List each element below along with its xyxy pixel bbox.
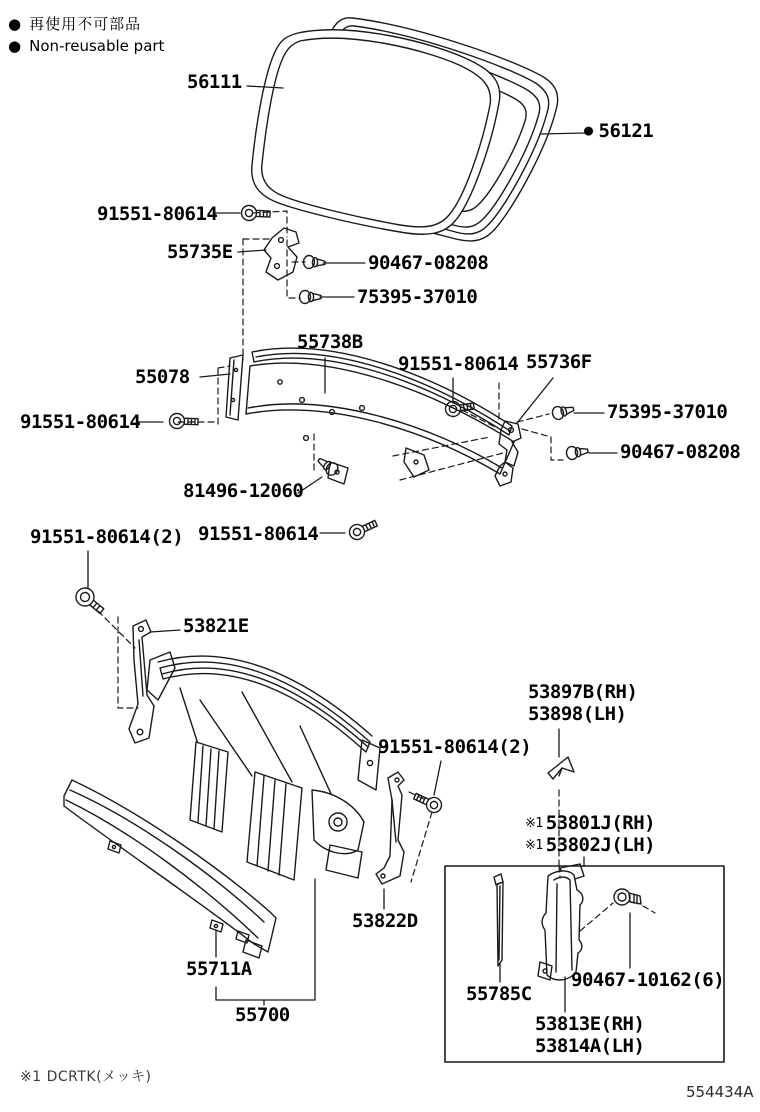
non-reusable-bullet-icon: ●: [8, 15, 22, 33]
part-label-55785c: 55785C: [466, 983, 532, 1005]
bracket-53822d-drawing: [376, 772, 404, 884]
panel-53813e-drawing: [538, 864, 584, 980]
bracket-55735e-drawing: [264, 228, 299, 280]
footnote-marker: ※1: [525, 816, 543, 831]
part-label-90467-10162: 90467-10162(6): [571, 969, 725, 991]
part-label-91551-80614-d: 91551-80614(2): [30, 526, 184, 548]
part-label-55078: 55078: [135, 366, 190, 388]
windshield-glass-drawing: [252, 30, 500, 234]
part-label-55711a: 55711A: [186, 958, 252, 980]
part-label-91551-80614-e: 91551-80614: [198, 523, 319, 545]
grommet-90467-10162-drawing: [614, 889, 641, 905]
bracket-53821e-drawing: [129, 620, 154, 743]
part-label-53821e: 53821E: [183, 615, 249, 637]
legend-row-jp: [8, 13, 164, 35]
part-label-91551-80614-a: 91551-80614: [97, 203, 218, 225]
non-reusable-bullet-icon: ●: [584, 121, 593, 139]
part-label-53897b: 53897B(RH): [528, 681, 638, 703]
part-label-55735e: 55735E: [167, 241, 233, 263]
apron-55711a-drawing: [64, 780, 276, 958]
plating-footnote: ※1 DCRTK(メッキ): [20, 1069, 152, 1085]
part-label-75395-37010-a: 75395-37010: [357, 286, 478, 308]
part-label-91551-80614-c: 91551-80614: [20, 411, 141, 433]
part-label-55738b: 55738B: [297, 331, 363, 353]
part-label-53802j: ※1 53802J(LH): [525, 834, 656, 856]
part-label-53801j: ※1 53801J(RH): [525, 812, 656, 834]
part-label-53813e: 53813E(RH): [535, 1013, 645, 1035]
part-label-53822d: 53822D: [352, 910, 418, 932]
clip-53897-drawing: [548, 757, 574, 779]
part-label-91551-80614-f: 91551-80614(2): [378, 736, 532, 758]
legend-row-en: [8, 35, 164, 57]
legend-text-en: Non-reusable part: [29, 37, 165, 55]
non-reusable-bullet-icon: ●: [8, 37, 22, 55]
legend-text-jp: 再使用不可部品: [29, 15, 142, 33]
part-label-90467-08208-a: 90467-08208: [368, 252, 489, 274]
part-label-53814a: 53814A(LH): [535, 1035, 645, 1057]
legend: [8, 13, 164, 57]
part-label-55736f: 55736F: [526, 351, 592, 373]
part-label-56121: ● 56121: [584, 120, 654, 142]
part-label-91551-80614-b: 91551-80614: [398, 353, 519, 375]
strip-55785c-drawing: [494, 874, 503, 966]
part-label-90467-08208-b: 90467-08208: [620, 441, 741, 463]
part-label-56111: 56111: [187, 71, 242, 93]
footnote-marker: ※1: [525, 838, 543, 853]
part-label-53898: 53898(LH): [528, 703, 627, 725]
seal-strip-55078-drawing: [226, 355, 243, 420]
part-label-75395-37010-b: 75395-37010: [607, 401, 728, 423]
part-label-81496-12060: 81496-12060: [183, 480, 304, 502]
part-label-55700: 55700: [235, 1004, 290, 1026]
drawing-number: 554434A: [686, 1083, 754, 1101]
